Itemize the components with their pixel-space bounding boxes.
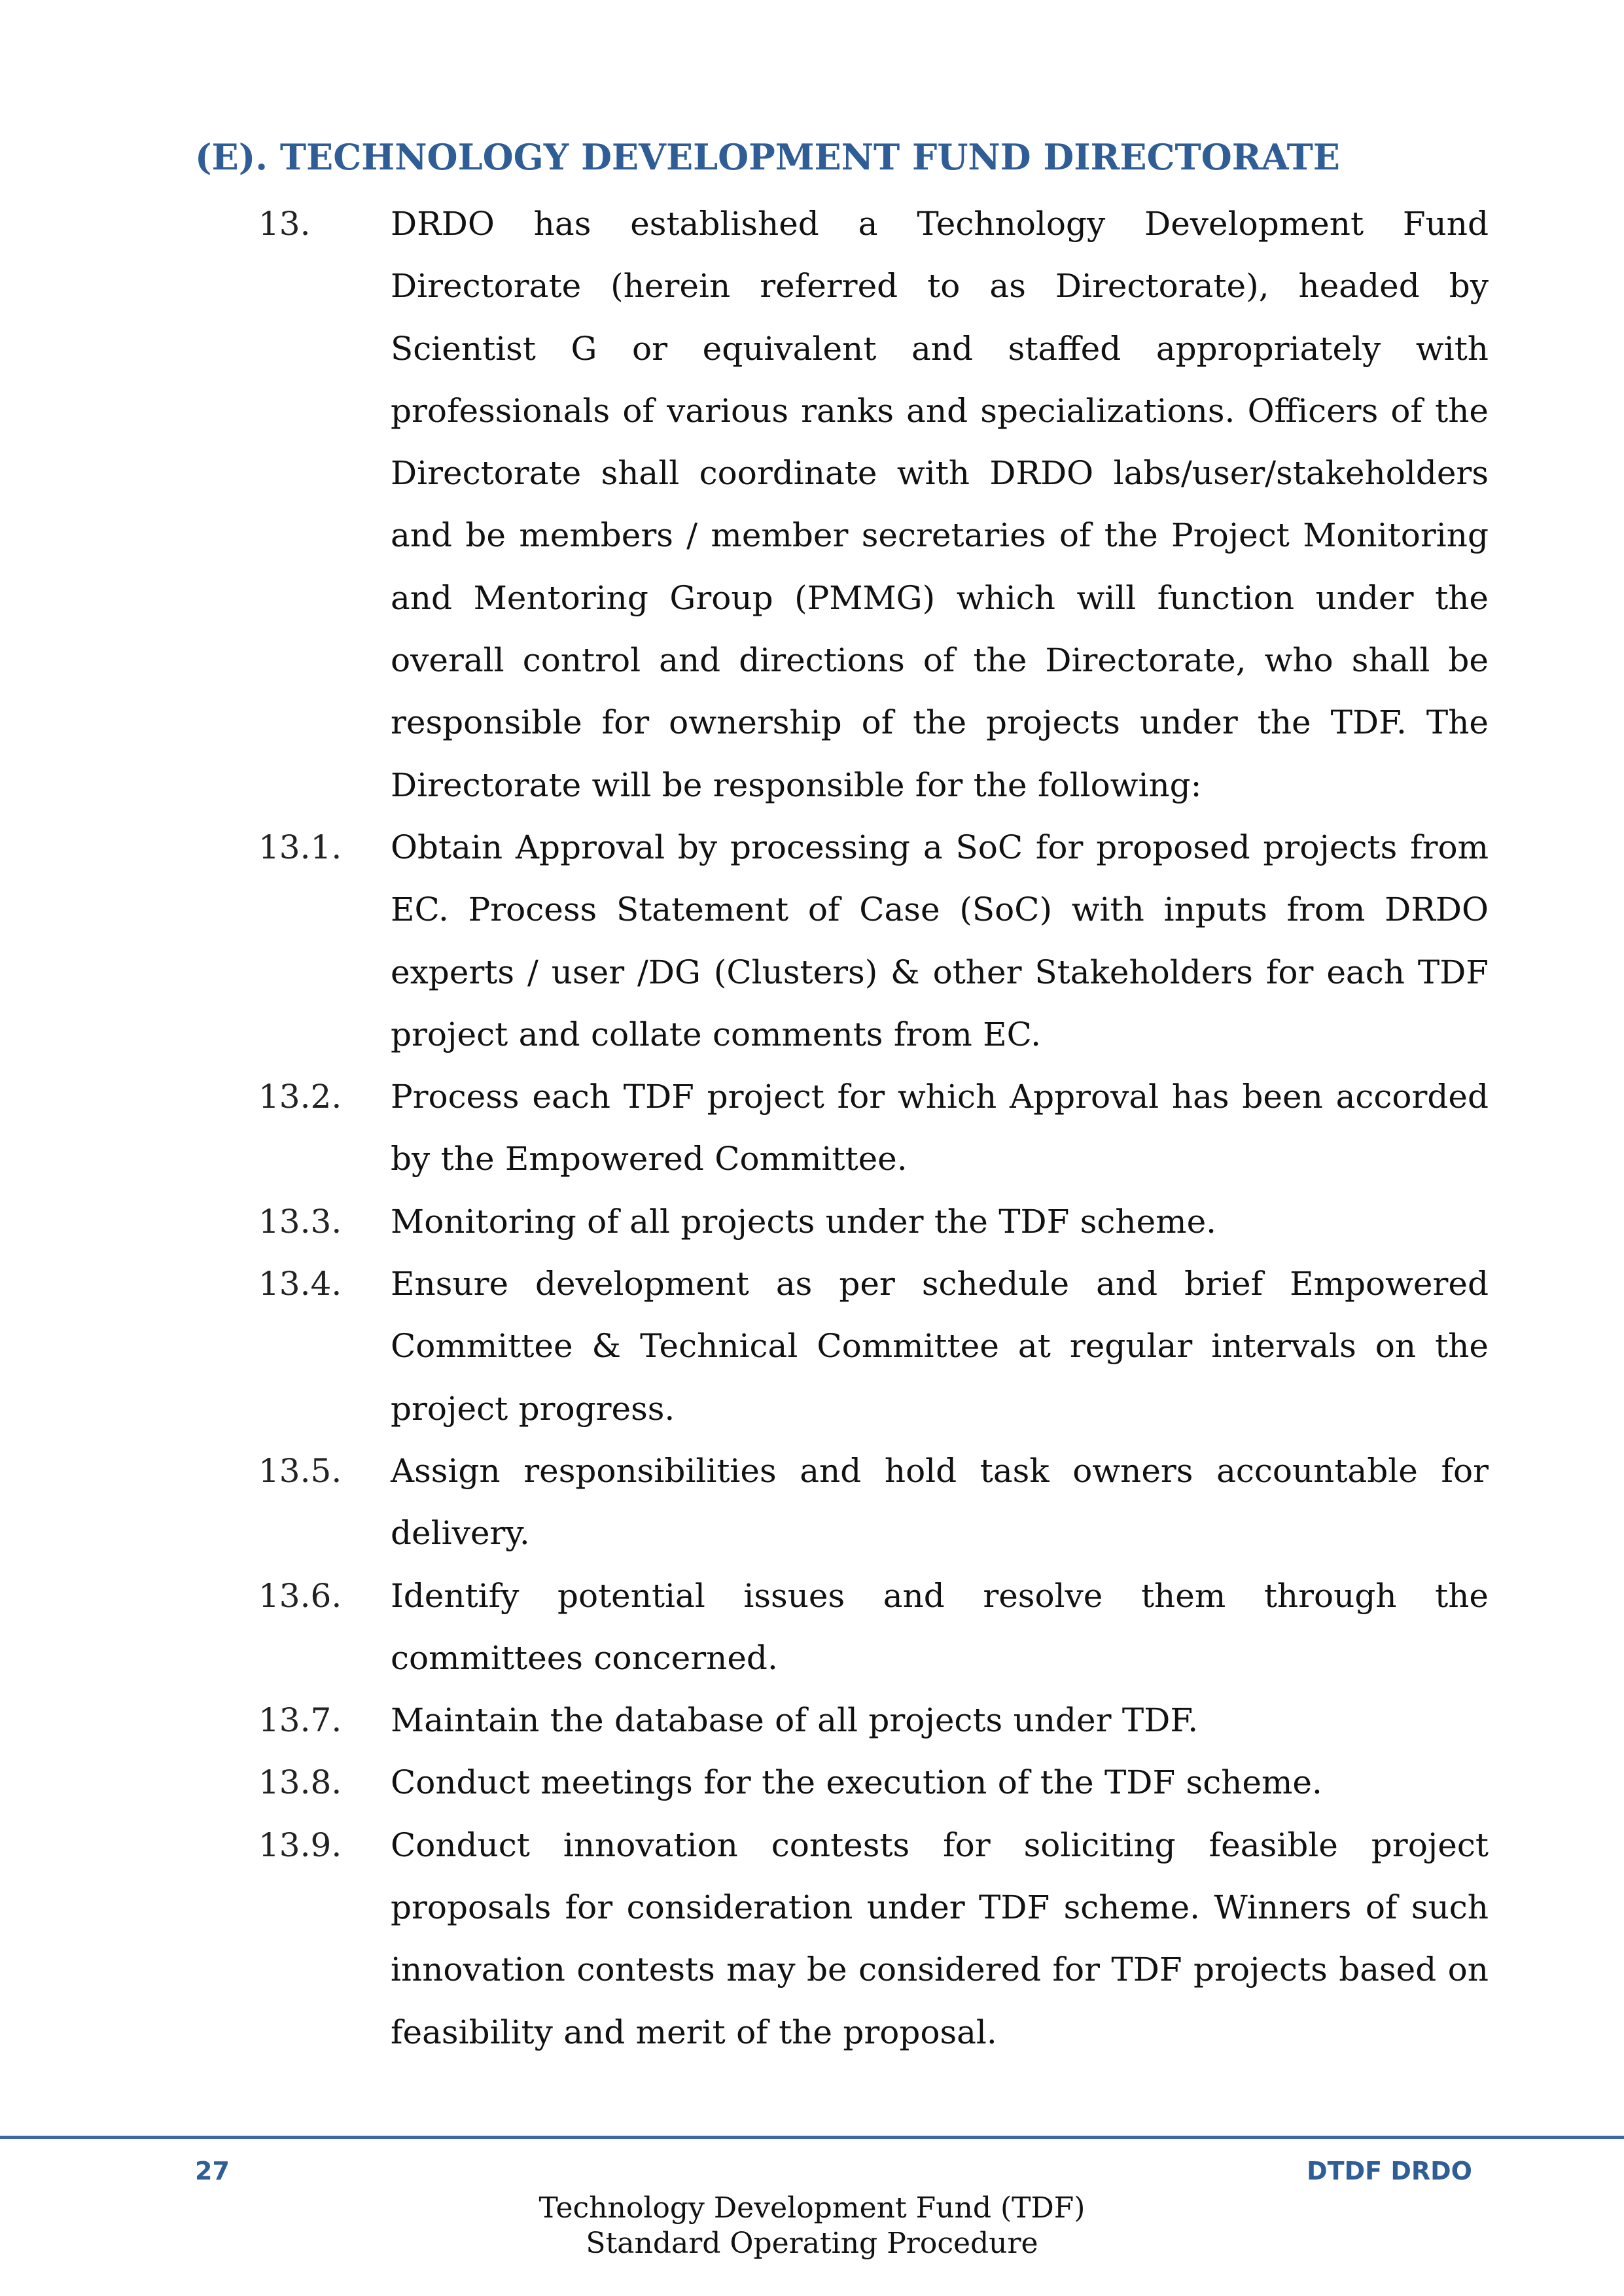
- list-item: [258, 1253, 1489, 1440]
- item-text: Obtain Approval by processing a SoC for proposed projects from EC. Process Statement of Case (SoC) with inputs from DRDO experts / user /DG (Clusters) & other Stakeholders for each TDF project and collate comments from EC.: [391, 828, 1489, 1053]
- item-text: Assign responsibilities and hold task owners accountable for delivery.: [391, 1451, 1489, 1553]
- item-text: Identify potential issues and resolve them through the committees concerned.: [391, 1576, 1489, 1677]
- item-list: [258, 193, 1489, 2064]
- item-number: 13.6.: [258, 1576, 342, 1615]
- list-item: [258, 1066, 1489, 1191]
- footer-title: Technology Development Fund (TDF): [538, 2191, 1086, 2225]
- footer-org: DTDF DRDO: [1307, 2157, 1472, 2185]
- item-number: 13.4.: [258, 1265, 342, 1303]
- list-item: [258, 1752, 1489, 1814]
- page-number: 27: [195, 2157, 230, 2185]
- list-item: [258, 1814, 1489, 2064]
- item-number: 13.7.: [258, 1701, 342, 1740]
- item-text: Monitoring of all projects under the TDF scheme.: [391, 1202, 1217, 1241]
- item-number: 13.8.: [258, 1763, 342, 1802]
- item-text: DRDO has established a Technology Development Fund Directorate (herein referred to as Directorate), headed by Scientist G or equivalent and staffed appropriately with professionals of various ranks and specializations. Officers of the Directorate shall coordinate with DRDO labs/user/stakeholders and be members / member secretaries of the Project Monitoring and Mentoring Group (PMMG) which will function under the overall control and directions of the Directorate, who shall be responsible for ownership of the projects under the TDF. The Directorate will be responsible for the following:: [391, 205, 1489, 804]
- item-number: 13.5.: [258, 1451, 342, 1490]
- list-item: [258, 193, 1489, 817]
- list-item: [258, 1191, 1489, 1253]
- footer-divider: [0, 2136, 1624, 2139]
- item-number: 13.1.: [258, 828, 342, 866]
- item-number: 13.2.: [258, 1078, 342, 1116]
- list-item: [258, 817, 1489, 1066]
- item-text: Process each TDF project for which Approval has been accorded by the Empowered Committee.: [391, 1078, 1489, 1178]
- item-text: Maintain the database of all projects under TDF.: [391, 1701, 1199, 1740]
- footer-subtitle: Standard Operating Procedure: [586, 2227, 1038, 2260]
- section-heading: (E). TECHNOLOGY DEVELOPMENT FUND DIRECTORATE: [195, 136, 1340, 178]
- item-text: Ensure development as per schedule and brief Empowered Committee & Technical Committee at regular intervals on the project progress.: [391, 1265, 1489, 1428]
- item-text: Conduct innovation contests for soliciting feasible project proposals for consideration under TDF scheme. Winners of such innovation contests may be considered for TDF projects based on feasibility and merit of the proposal.: [391, 1826, 1489, 2051]
- list-item: [258, 1440, 1489, 1565]
- item-number: 13.: [258, 205, 311, 243]
- item-number: 13.9.: [258, 1826, 342, 1864]
- list-item: [258, 1565, 1489, 1690]
- list-item: [258, 1689, 1489, 1752]
- item-text: Conduct meetings for the execution of the TDF scheme.: [391, 1763, 1322, 1802]
- item-number: 13.3.: [258, 1202, 342, 1241]
